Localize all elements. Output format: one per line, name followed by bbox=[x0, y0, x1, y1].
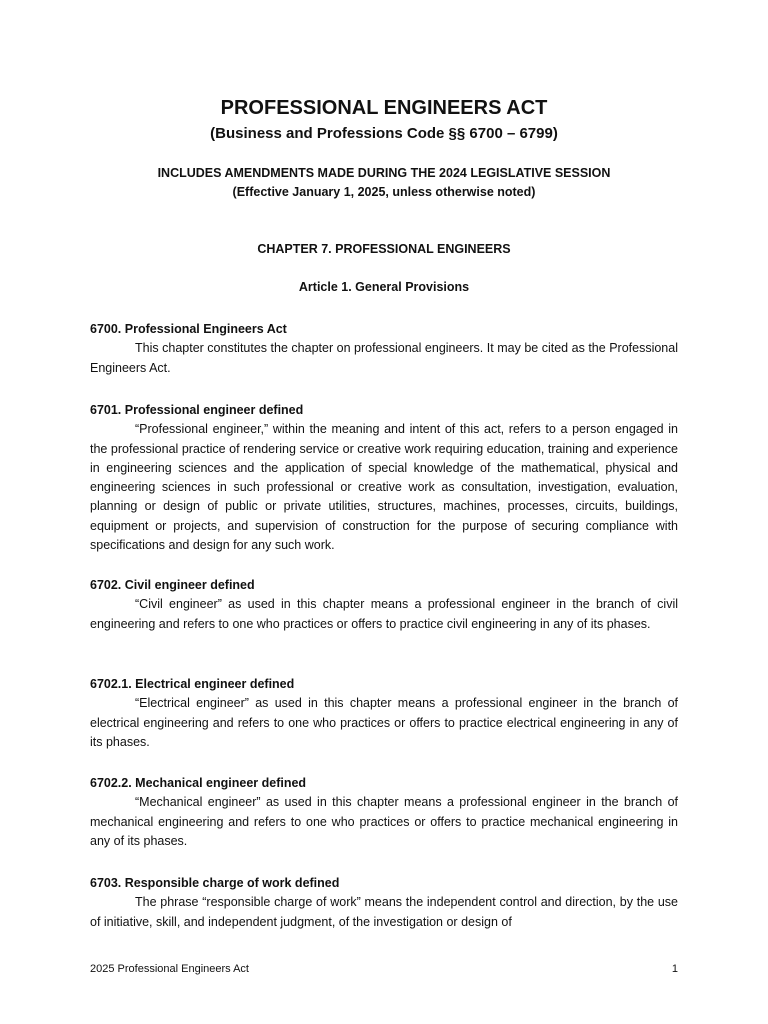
section-body: “Electrical engineer” as used in this chapter means a professional engineer in the branch of electrical engineering and refers to one who practices or offers to practice electrical engineering in any of its phases. bbox=[90, 696, 678, 749]
article-heading: Article 1. General Provisions bbox=[298, 280, 470, 294]
section-heading: 6702.2. Mechanical engineer defined bbox=[90, 776, 307, 790]
section-heading: 6702. Civil engineer defined bbox=[90, 578, 255, 592]
effective-date-notice: (Effective January 1, 2025, unless otherwise noted) bbox=[232, 185, 536, 199]
amendment-notice: INCLUDES AMENDMENTS MADE DURING THE 2024 LEGISLATIVE SESSION bbox=[157, 166, 611, 180]
section-6702-2 bbox=[90, 774, 678, 851]
section-heading: 6701. Professional engineer defined bbox=[90, 403, 304, 417]
section-6702-1 bbox=[90, 675, 678, 752]
footer-title: 2025 Professional Engineers Act bbox=[90, 963, 249, 975]
page-number: 1 bbox=[671, 963, 678, 975]
section-heading: 6703. Responsible charge of work defined bbox=[90, 876, 340, 890]
section-6700 bbox=[90, 320, 678, 378]
chapter-heading: CHAPTER 7. PROFESSIONAL ENGINEERS bbox=[257, 242, 511, 256]
section-6702 bbox=[90, 576, 678, 634]
section-6701 bbox=[90, 401, 678, 555]
section-body: “Civil engineer” as used in this chapter means a professional engineer in the branch of civil engineering and refers to one who practices or offers to practice civil engineering in any of its phases. bbox=[90, 597, 678, 631]
document-title: PROFESSIONAL ENGINEERS ACT bbox=[220, 97, 548, 119]
section-body: The phrase “responsible charge of work” means the independent control and direction, by the use of initiative, skill, and independent judgment, of the investigation or design of bbox=[90, 895, 678, 929]
section-6703 bbox=[90, 874, 678, 936]
section-body: “Professional engineer,” within the meaning and intent of this act, refers to a person engaged in the professional practice of rendering service or creative work requiring education, training and experience in engineering sciences and the application of special knowledge of the mathematical, physical and engineering sciences in such professional or creative work as consultation, investigation, evaluation, planning or design of public or private utilities, structures, machines, processes, circuits, buildings, equipment or projects, and supervision of construction for the purpose of securing compliance with specifications and design for any such work. bbox=[90, 422, 678, 553]
section-body: This chapter constitutes the chapter on professional engineers. It may be cited as the Professional Engineers Act. bbox=[90, 341, 678, 375]
section-heading: 6700. Professional Engineers Act bbox=[90, 322, 287, 336]
document-subtitle: (Business and Professions Code §§ 6700 – 6799) bbox=[210, 125, 558, 142]
section-heading: 6702.1. Electrical engineer defined bbox=[90, 677, 295, 691]
section-body: “Mechanical engineer” as used in this chapter means a professional engineer in the branch of mechanical engineering and refers to one who practices or offers to practice mechanical engineering in any of its phases. bbox=[90, 795, 678, 848]
